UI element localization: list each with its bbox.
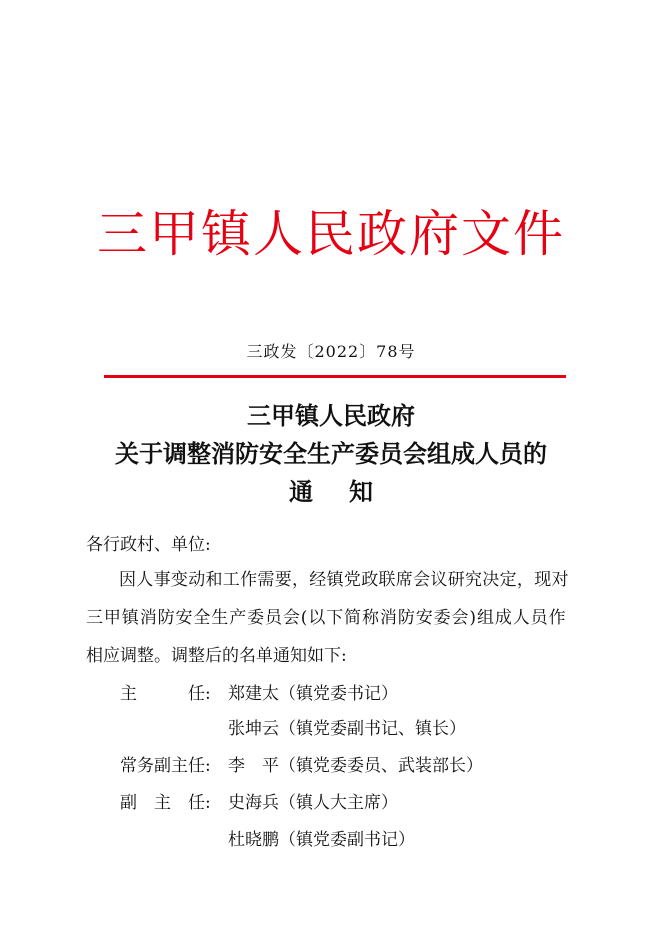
title-line-3 bbox=[0, 474, 662, 510]
title-word-tong: 通 bbox=[289, 477, 313, 506]
roster-member-3: 李 平（镇党委委员、武装部长） bbox=[228, 756, 483, 776]
roster-member-4: 史海兵（镇人大主席） bbox=[228, 793, 398, 813]
roster-member-2: 张坤云（镇党委副书记、镇长） bbox=[228, 719, 466, 739]
title-line-2: 关于调整消防安全生产委员会组成人员的 bbox=[115, 439, 547, 468]
body-paragraph-line-1: 因人事变动和工作需要，经镇党政联席会议研究决定，现对 bbox=[119, 570, 569, 590]
roster-role-director: 主 任: bbox=[120, 684, 211, 704]
body-paragraph-line-2: 三甲镇消防安全生产委员会(以下简称消防安委会)组成人员作 bbox=[86, 608, 567, 628]
title-line-1: 三甲镇人民政府 bbox=[247, 401, 415, 430]
roster-member-1: 郑建太（镇党委书记） bbox=[228, 684, 398, 704]
body-paragraph-line-3: 相应调整。调整后的名单通知如下: bbox=[86, 646, 347, 666]
roster-role-deputy: 副 主 任: bbox=[120, 793, 211, 813]
salutation: 各行政村、单位: bbox=[86, 535, 211, 555]
document-masthead: 三甲镇人民政府文件 bbox=[97, 205, 565, 263]
title-word-zhi: 知 bbox=[349, 477, 373, 506]
document-number: 三政发〔2022〕78号 bbox=[246, 342, 416, 361]
roster-role-executive-deputy: 常务副主任: bbox=[120, 756, 211, 776]
roster-member-5: 杜晓鹏（镇党委副书记） bbox=[228, 830, 415, 850]
red-divider-line bbox=[104, 375, 566, 378]
